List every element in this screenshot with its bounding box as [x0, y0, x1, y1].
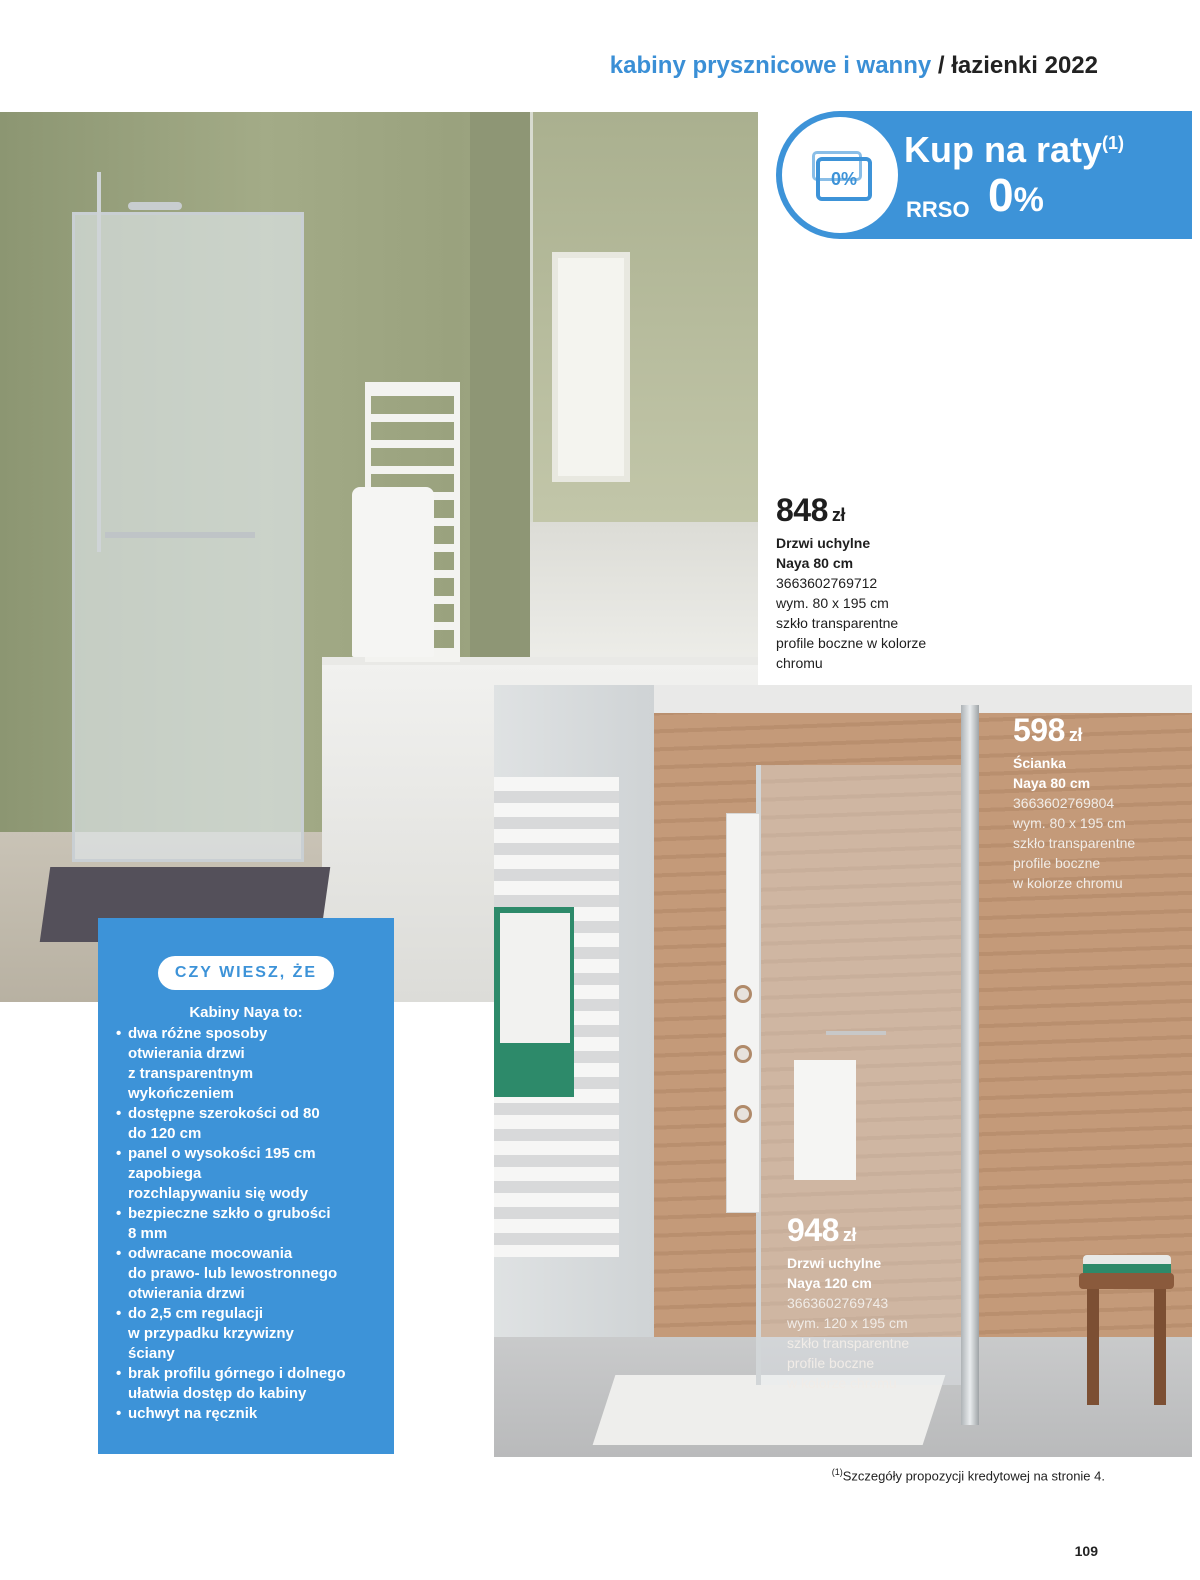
credit-footnote — [832, 1467, 1105, 1483]
feature-line: • panel o wysokości 195 cm — [128, 1145, 316, 1162]
feature-line: ściany — [128, 1345, 175, 1362]
feature-item — [116, 1144, 386, 1204]
photo-shower-column — [726, 813, 760, 1213]
price-value: 848 — [776, 492, 828, 528]
feature-line: • brak profilu górnego i dolnego — [128, 1365, 346, 1382]
photo-shower-jet — [734, 985, 752, 1003]
promo-rate — [988, 167, 1044, 228]
product-price — [776, 492, 926, 533]
product-glass: szkło transparentne — [776, 615, 899, 631]
promo-headline — [904, 129, 1124, 171]
photo-stool-leg — [1087, 1289, 1099, 1405]
price-currency: zł — [831, 505, 845, 525]
photo-shower-jet — [734, 1105, 752, 1123]
feature-line: w przypadku krzywizny — [128, 1325, 294, 1342]
promo-rate-value: 0 — [988, 169, 1014, 221]
feature-line: • dwa różne sposoby — [128, 1025, 268, 1042]
product-model: Naya 80 cm — [776, 555, 854, 571]
product-dimensions: wym. 80 x 195 cm — [776, 595, 889, 611]
product-info-door-80 — [776, 492, 926, 673]
feature-item — [116, 1104, 386, 1144]
header-section: łazienki 2022 — [951, 52, 1098, 79]
feature-line: otwierania drzwi — [128, 1285, 245, 1302]
feature-line: 8 mm — [128, 1225, 168, 1242]
promo-rate-percent: % — [1013, 181, 1044, 219]
feature-line: • uchwyt na ręcznik — [128, 1405, 258, 1422]
photo-shower-rod — [97, 172, 101, 552]
info-title: Kabiny Naya to: — [189, 1004, 303, 1021]
product-info-panel-80 — [1013, 712, 1135, 893]
price-currency: zł — [842, 1225, 856, 1245]
did-you-know-box — [98, 918, 394, 1454]
photo-door-handle — [105, 532, 255, 538]
feature-line: • do 2,5 cm regulacji — [128, 1305, 264, 1322]
header-category: kabiny prysznicowe i wanny — [609, 52, 932, 79]
product-dimensions: wym. 80 x 195 cm — [1013, 815, 1126, 831]
photo-stool-seat — [1079, 1273, 1174, 1289]
photo-chrome-post — [961, 705, 979, 1425]
product-name: Ścianka — [1013, 755, 1066, 771]
product-code: 3663602769804 — [1013, 795, 1115, 811]
product-glass: szkło transparentne — [1013, 835, 1136, 851]
price-currency: zł — [1068, 725, 1082, 745]
photo-ceiling — [654, 685, 1192, 713]
product-profile: profile boczne — [787, 1355, 875, 1371]
product-profile: profile boczne w kolorze — [776, 635, 927, 651]
promo-rrso-label: RRSO — [906, 197, 970, 222]
product-name: Drzwi uchylne — [776, 535, 871, 551]
photo-stool-leg — [1154, 1289, 1166, 1405]
product-name: Drzwi uchylne — [787, 1255, 882, 1271]
page-number: 109 — [1074, 1543, 1098, 1559]
header-separator: / — [937, 52, 945, 79]
product-code: 3663602769712 — [776, 575, 878, 591]
photo-sink — [530, 522, 758, 672]
feature-line: do prawo- lub lewostronnego — [128, 1265, 338, 1282]
product-info-door-120 — [787, 1212, 909, 1393]
photo-towel — [352, 487, 434, 657]
installment-promo-badge — [776, 111, 1192, 239]
footnote-mark: (1) — [831, 1467, 843, 1477]
feature-item — [116, 1304, 386, 1364]
photo-window — [552, 252, 630, 482]
feature-item — [116, 1024, 386, 1104]
photo-white-towel — [500, 913, 570, 1043]
feature-item — [116, 1364, 386, 1404]
photo-wall-pillar — [470, 112, 530, 672]
feature-line: ułatwia dostęp do kabiny — [128, 1385, 307, 1402]
feature-line: zapobiega — [128, 1165, 202, 1182]
photo-shelf — [826, 985, 886, 1035]
feature-line: wykończeniem — [128, 1085, 234, 1102]
photo-stool — [1079, 1255, 1174, 1405]
price-value: 598 — [1013, 712, 1065, 748]
promo-icon-label: 0% — [830, 169, 857, 189]
product-glass: szkło transparentne — [787, 1335, 910, 1351]
photo-shower-jet — [734, 1045, 752, 1063]
product-profile-color: chromu — [776, 655, 823, 671]
feature-line: • odwracane mocowania — [128, 1245, 293, 1262]
product-profile-color: w kolorze chromu — [787, 1375, 897, 1391]
feature-item — [116, 1204, 386, 1244]
promo-icon-circle — [782, 117, 898, 233]
feature-line: z transparentnym — [128, 1065, 254, 1082]
product-profile-color: w kolorze chromu — [1013, 875, 1123, 891]
feature-line: • bezpieczne szkło o grubości — [128, 1205, 331, 1222]
photo-hanging-towel — [794, 1060, 856, 1180]
photo-shower-head — [128, 202, 182, 210]
feature-line: otwierania drzwi — [128, 1045, 245, 1062]
feature-line: • dostępne szerokości od 80 — [128, 1105, 320, 1122]
feature-item — [116, 1244, 386, 1304]
product-price — [787, 1212, 909, 1253]
feature-line: do 120 cm — [128, 1125, 202, 1142]
footnote-text: Szczegóły propozycji kredytowej na stronie 4. — [842, 1468, 1105, 1484]
product-dimensions: wym. 120 x 195 cm — [787, 1315, 908, 1331]
promo-line1: Kup na raty — [904, 129, 1103, 170]
did-you-know-pill: CZY WIESZ, ŻE — [158, 956, 334, 990]
product-profile: profile boczne — [1013, 855, 1101, 871]
product-model: Naya 120 cm — [787, 1275, 872, 1291]
promo-footnote-mark: (1) — [1102, 133, 1125, 153]
feature-item — [116, 1404, 386, 1424]
feature-list — [116, 1024, 386, 1424]
product-price — [1013, 712, 1135, 753]
product-code: 3663602769743 — [787, 1295, 889, 1311]
feature-line: rozchlapywaniu się wody — [128, 1185, 309, 1202]
product-model: Naya 80 cm — [1013, 775, 1091, 791]
page-header — [610, 52, 1098, 80]
price-value: 948 — [787, 1212, 839, 1248]
